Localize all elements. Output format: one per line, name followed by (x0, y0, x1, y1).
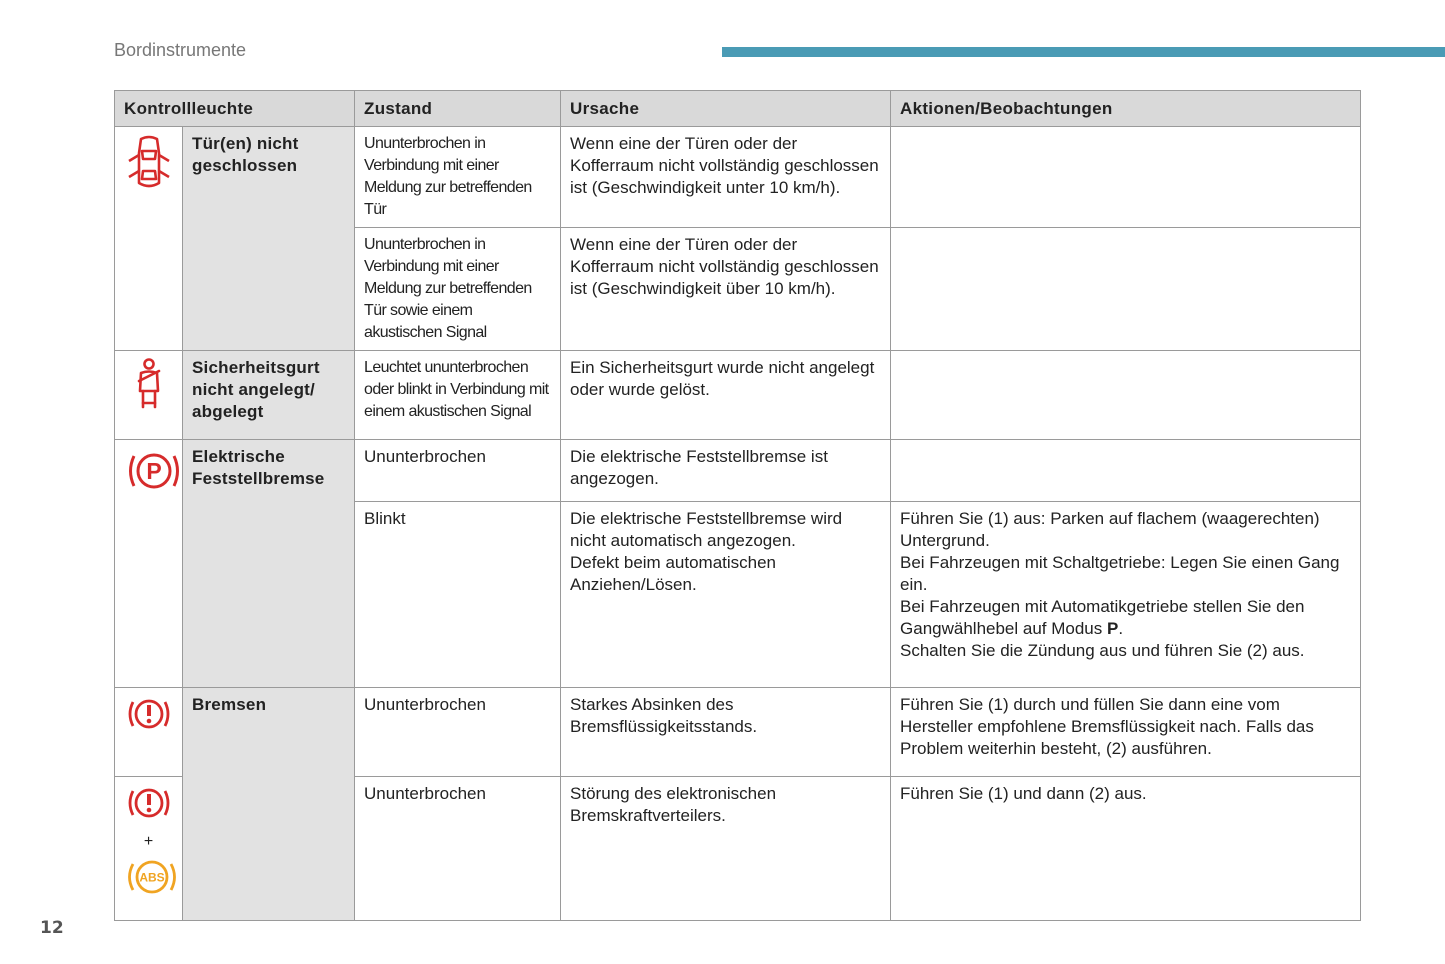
abs-label: ABS (139, 870, 165, 885)
table-row (115, 688, 1361, 777)
ursache-cell (561, 502, 891, 688)
page-number: 12 (40, 918, 64, 938)
zustand-text: Ununterbrochen in Verbindung mit einer Meldung zur betreffenden Tür sowie einem akustischen Signal (364, 236, 532, 341)
zustand-cell (355, 351, 561, 440)
light-name-doors: Tür(en) nicht geschlossen (183, 127, 355, 351)
aktion-cell: Führen Sie (1) durch und füllen Sie dann eine vom Hersteller empfohlene Bremsflüssigkeit nach. Falls das Problem weiterhin besteht, (2) ausführen. (891, 688, 1361, 777)
aktion-period: . (1118, 619, 1124, 638)
brake-warning-icon (124, 783, 174, 823)
zustand-cell: Ununterbrochen (355, 440, 561, 502)
light-name-brakes: Bremsen (183, 688, 355, 921)
column-header-ursache: Ursache (561, 91, 891, 127)
light-name-parking-brake: Elektrische Feststellbremse (183, 440, 355, 688)
icon-cell (115, 127, 183, 351)
table-row (115, 127, 1361, 228)
abs-icon (124, 855, 180, 899)
zustand-cell (355, 228, 561, 351)
column-header-aktionen: Aktionen/Beobachtungen (891, 91, 1361, 127)
ursache-cell: Die elektrische Feststellbremse ist angezogen. (561, 440, 891, 502)
zustand-text: Ununterbrochen in Verbindung mit einer Meldung zur betreffenden Tür (364, 135, 532, 218)
seatbelt-icon (131, 357, 167, 409)
aktion-line (900, 596, 1351, 640)
aktion-cell (891, 502, 1361, 688)
aktion-cell (891, 228, 1361, 351)
aktion-line: Schalten Sie die Zündung aus und führen Sie (2) aus. (900, 641, 1305, 660)
zustand-cell: Ununterbrochen (355, 777, 561, 921)
parking-brake-icon (124, 446, 184, 496)
ursache-cell: Wenn eine der Türen oder der Kofferraum nicht vollständig geschlossen ist (Geschwindigkeit unter 10 km/h). (561, 127, 891, 228)
zustand-cell: Ununterbrochen (355, 688, 561, 777)
zustand-cell (355, 127, 561, 228)
icon-cell (115, 351, 183, 440)
table-row (115, 440, 1361, 502)
table-row (115, 351, 1361, 440)
aktion-cell (891, 127, 1361, 228)
brake-warning-icon (124, 694, 174, 734)
header-accent-bar (722, 47, 1445, 57)
icon-cell (115, 440, 183, 688)
light-name-seatbelt: Sicherheitsgurt nicht angelegt/ abgelegt (183, 351, 355, 440)
aktion-line: Führen Sie (1) aus: Parken auf flachem (waagerechten) Untergrund. (900, 509, 1320, 550)
ursache-cell: Starkes Absinken des Bremsflüssigkeitsstands. (561, 688, 891, 777)
ursache-line: Die elektrische Feststellbremse wird nicht automatisch angezogen. (570, 509, 843, 550)
aktion-line: Bei Fahrzeugen mit Schaltgetriebe: Legen Sie einen Gang ein. (900, 553, 1340, 594)
plus-sign: + (143, 833, 154, 850)
column-header-kontrollleuchte: Kontrollleuchte (115, 91, 355, 127)
warning-lights-table (114, 90, 1361, 921)
ursache-cell: Wenn eine der Türen oder der Kofferraum nicht vollständig geschlossen ist (Geschwindigkeit über 10 km/h). (561, 228, 891, 351)
zustand-cell: Blinkt (355, 502, 561, 688)
page-section-title: Bordinstrumente (114, 40, 247, 60)
aktion-cell (891, 351, 1361, 440)
column-header-zustand: Zustand (355, 91, 561, 127)
icon-cell (115, 777, 183, 921)
aktion-text: Bei Fahrzeugen mit Automatikgetriebe stellen Sie den Gangwählhebel auf Modus (900, 597, 1305, 638)
mode-p-label: P (1107, 619, 1119, 638)
table-header-row (115, 91, 1361, 127)
aktion-cell: Führen Sie (1) und dann (2) aus. (891, 777, 1361, 921)
ursache-line: Defekt beim automatischen Anziehen/Lösen. (570, 553, 777, 594)
car-door-open-icon (125, 133, 173, 193)
ursache-cell: Störung des elektronischen Bremskraftverteilers. (561, 777, 891, 921)
icon-cell (115, 688, 183, 777)
svg-text:P: P (146, 458, 162, 484)
aktion-cell (891, 440, 1361, 502)
ursache-cell: Ein Sicherheitsgurt wurde nicht angelegt oder wurde gelöst. (561, 351, 891, 440)
zustand-text: Leuchtet ununterbrochen oder blinkt in Verbindung mit einem akustischen Signal (364, 359, 549, 420)
